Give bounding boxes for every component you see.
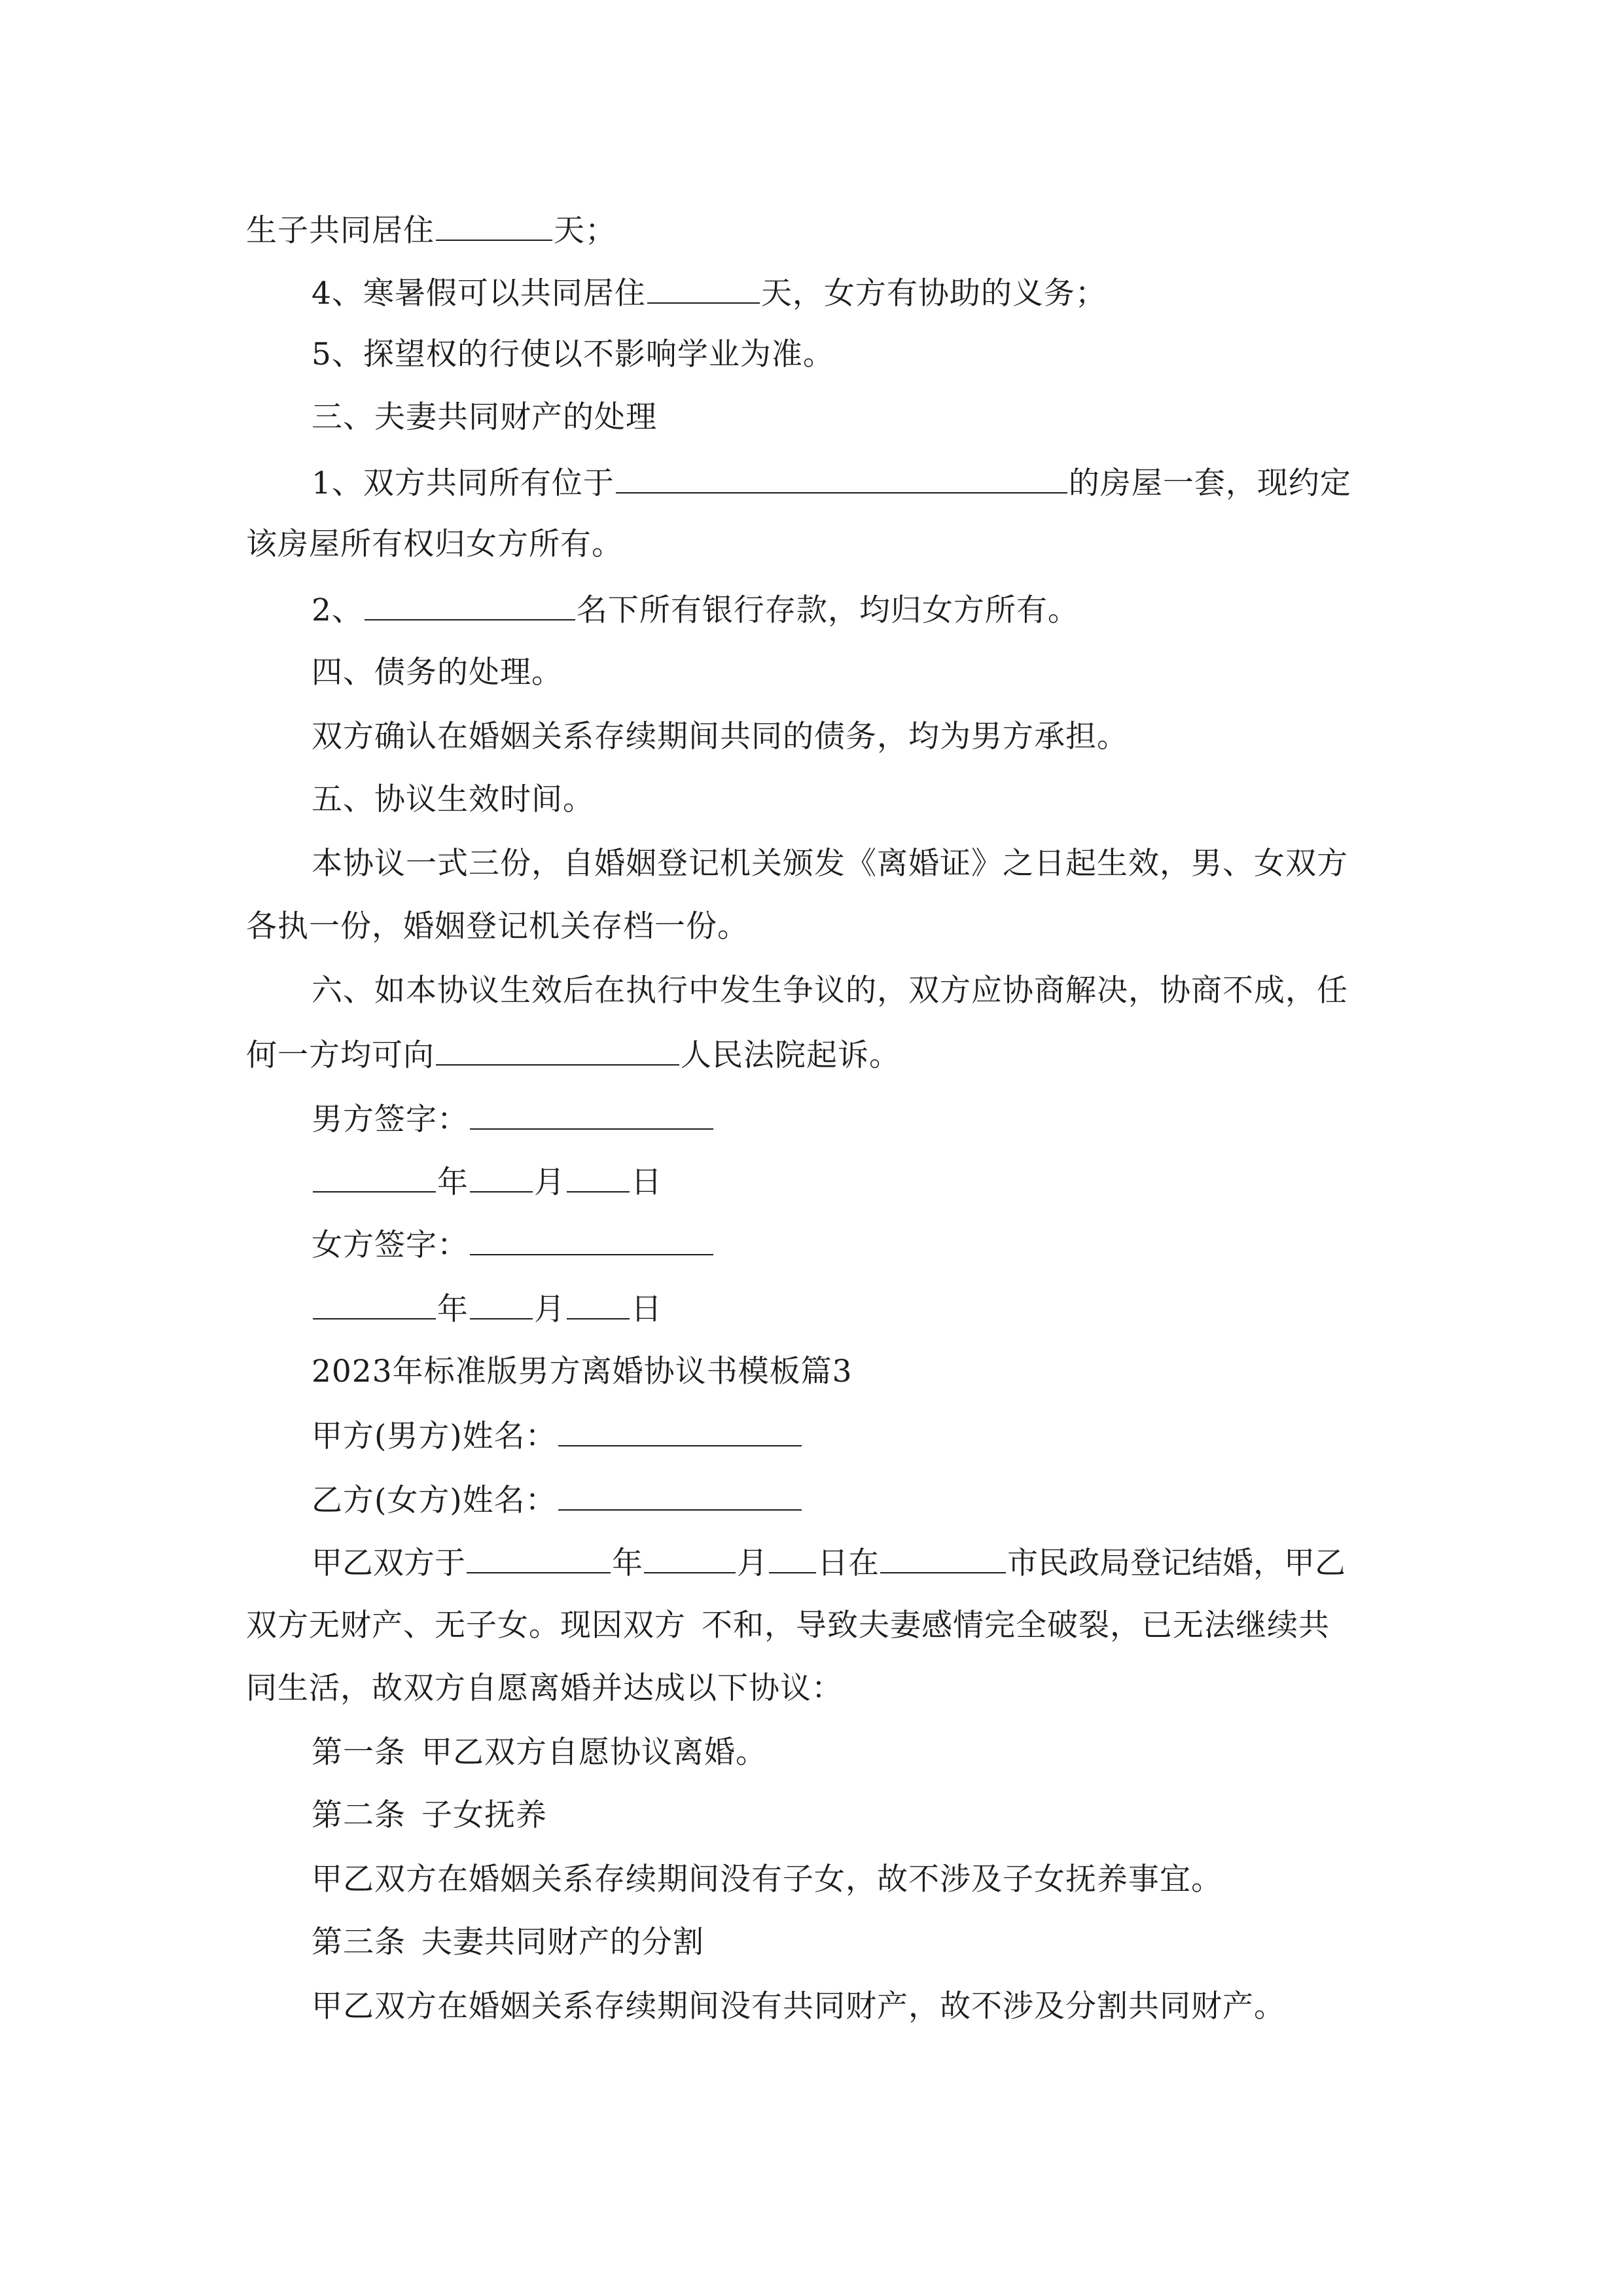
text-line — [312, 1986, 1285, 2028]
text-run: 甲方(男方)姓名： — [312, 1418, 557, 1454]
text-line — [312, 716, 1128, 758]
text-run: 本协议一式三份，自婚姻登记机关颁发《离婚证》之日起生效，男、女双方 — [312, 846, 1348, 882]
text-run: 2023年标准版男方离婚协议书模板篇3 — [312, 1354, 853, 1390]
text-run: 1、双方共同所有位于 — [312, 465, 615, 501]
text-run: 名下所有银行存款，均归女方所有。 — [576, 592, 1079, 628]
text-line — [312, 588, 1079, 632]
text-run: 甲乙双方在婚姻关系存续期间没有子女，故不涉及子女抚养事宜。 — [312, 1861, 1222, 1897]
text-run: 年 — [437, 1291, 469, 1327]
date-line — [312, 1160, 662, 1204]
text-line — [246, 524, 623, 565]
text-line — [246, 1605, 1330, 1647]
blank-line — [470, 1287, 533, 1319]
male-signature-line — [312, 1097, 715, 1141]
text-run: 甲乙双方自愿协议离婚。 — [421, 1734, 767, 1770]
section-heading — [312, 652, 563, 694]
blank-line — [470, 1160, 533, 1193]
article-line — [312, 1795, 547, 1837]
blank-line — [567, 1287, 630, 1319]
date-line — [312, 1287, 662, 1331]
blank-line — [558, 1414, 802, 1446]
text-run: 乙方(女方)姓名： — [312, 1482, 557, 1518]
text-line — [312, 843, 1348, 885]
blank-line — [644, 1541, 736, 1573]
female-signature-line — [312, 1223, 715, 1266]
blank-line — [467, 1541, 611, 1573]
article-line — [312, 1922, 704, 1964]
text-line — [246, 1033, 901, 1077]
text-run: 日在 — [817, 1545, 879, 1581]
text-line — [246, 1668, 843, 1710]
section-heading — [312, 397, 657, 439]
text-run: 市民政局登记结婚，甲乙 — [1007, 1545, 1346, 1581]
text-run: 人民法院起诉。 — [681, 1037, 901, 1073]
blank-line — [436, 208, 552, 241]
text-line — [312, 1541, 1346, 1585]
blank-line — [616, 461, 1067, 493]
text-run: 同生活，故双方自愿离婚并达成以下协议： — [246, 1670, 843, 1706]
blank-line — [558, 1478, 802, 1511]
text-line — [312, 461, 1351, 505]
text-run: 月 — [534, 1164, 565, 1200]
text-run: 四、债务的处理。 — [312, 655, 563, 691]
section-heading — [312, 779, 594, 821]
party-b-name-line — [312, 1478, 803, 1522]
text-run: 年 — [437, 1164, 469, 1200]
blank-line — [313, 1160, 436, 1193]
text-run: 2、 — [312, 592, 363, 628]
text-run: 五、协议生效时间。 — [312, 781, 594, 817]
text-run: 的房屋一套，现约定 — [1068, 465, 1351, 501]
blank-line — [567, 1160, 630, 1193]
blank-line — [880, 1541, 1006, 1573]
blank-line — [769, 1541, 816, 1573]
text-run: 日 — [631, 1291, 662, 1327]
text-run: 年 — [612, 1545, 643, 1581]
text-line — [312, 970, 1348, 1012]
blank-line — [365, 588, 575, 620]
text-run: 夫妻共同财产的分割 — [421, 1924, 704, 1960]
text-line — [312, 1859, 1222, 1901]
text-run: 天； — [554, 213, 616, 249]
text-run: 月 — [737, 1545, 768, 1581]
text-run: 三、夫妻共同财产的处理 — [312, 399, 657, 435]
text-run: 日 — [631, 1164, 662, 1200]
blank-line — [647, 271, 760, 304]
text-run: 各执一份，婚姻登记机关存档一份。 — [246, 908, 749, 944]
text-run: 双方无财产、无子女。现因双方 — [246, 1607, 686, 1643]
party-a-name-line — [312, 1414, 803, 1458]
text-run: 第二条 — [312, 1797, 406, 1833]
blank-line — [313, 1287, 436, 1319]
text-run: 双方确认在婚姻关系存续期间共同的债务，均为男方承担。 — [312, 719, 1128, 755]
text-run: 天，女方有协助的义务； — [760, 276, 1107, 312]
text-run: 第三条 — [312, 1924, 406, 1960]
text-run: 生子共同居住 — [246, 213, 435, 249]
text-line — [246, 906, 749, 948]
text-run: 男方签字： — [312, 1102, 469, 1138]
blank-line — [470, 1223, 713, 1255]
blank-line — [470, 1097, 713, 1130]
text-line — [312, 334, 834, 376]
text-run: 4、寒暑假可以共同居住 — [312, 276, 646, 312]
article-line — [312, 1732, 767, 1774]
text-run: 该房屋所有权归女方所有。 — [246, 526, 623, 562]
text-run: 女方签字： — [312, 1227, 469, 1263]
text-run: 甲乙双方在婚姻关系存续期间没有共同财产，故不涉及分割共同财产。 — [312, 1988, 1285, 2024]
text-run: 第一条 — [312, 1734, 406, 1770]
text-line — [246, 208, 616, 252]
text-run: 不和，导致夫妻感情完全破裂，已无法继续共 — [702, 1607, 1330, 1643]
blank-line — [436, 1033, 679, 1066]
text-run: 月 — [534, 1291, 565, 1327]
document-section-title — [312, 1351, 853, 1393]
text-run: 六、如本协议生效后在执行中发生争议的，双方应协商解决，协商不成，任 — [312, 973, 1348, 1009]
text-run: 子女抚养 — [421, 1797, 547, 1833]
text-run: 甲乙双方于 — [312, 1545, 465, 1581]
text-line — [312, 271, 1107, 315]
text-run: 5、探望权的行使以不影响学业为准。 — [312, 336, 834, 372]
text-run: 何一方均可向 — [246, 1037, 435, 1073]
